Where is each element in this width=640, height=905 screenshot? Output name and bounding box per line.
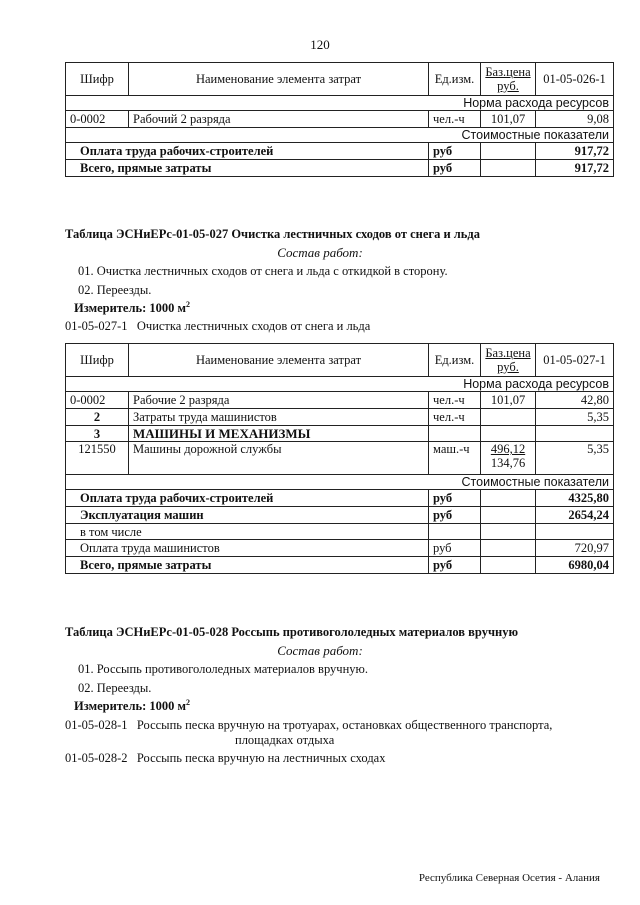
section-title: Таблица ЭСНиЕРс-01-05-027 Очистка лестничных сходов от снега и льда [65, 227, 480, 241]
cost-unit: руб [429, 540, 481, 557]
cost-value: 917,72 [536, 160, 614, 177]
row-code: 3 [66, 426, 129, 442]
row-value: 9,08 [536, 111, 614, 128]
cost-value: 2654,24 [536, 507, 614, 524]
row-price: 101,07 [481, 392, 536, 409]
row-unit [429, 426, 481, 442]
header-code: Шифр [66, 344, 129, 377]
row-value [536, 426, 614, 442]
table-row [66, 392, 614, 409]
cost-value [536, 524, 614, 540]
row-code: 0-0002 [66, 111, 129, 128]
cost-unit: руб [429, 507, 481, 524]
cost-name: Оплата труда рабочих-строителей [66, 490, 429, 507]
cost-row [66, 490, 614, 507]
row-value: 5,35 [536, 442, 614, 475]
cost-row [66, 540, 614, 557]
row-value: 5,35 [536, 409, 614, 426]
cost-value: 917,72 [536, 143, 614, 160]
header-unit: Ед.изм. [429, 63, 481, 96]
cost-name: Оплата труда рабочих-строителей [66, 143, 429, 160]
cost-value: 720,97 [536, 540, 614, 557]
cost-row [66, 557, 614, 574]
norm-table-026 [65, 62, 614, 177]
work-item: 02. Переезды. [78, 283, 152, 297]
work-heading: Состав работ: [277, 643, 363, 658]
header-norm-code: 01-05-026-1 [536, 63, 614, 96]
row-name: Рабочий 2 разряда [129, 111, 429, 128]
row-unit: маш.-ч [429, 442, 481, 475]
row-value: 42,80 [536, 392, 614, 409]
cost-name: Оплата труда машинистов [66, 540, 429, 557]
norm-line: 01-05-028-1 Россыпь песка вручную на тротуарах, остановках общественного транспорта, [65, 718, 553, 732]
row-code: 2 [66, 409, 129, 426]
cost-name: Эксплуатация машин [66, 507, 429, 524]
row-name: Рабочие 2 разряда [129, 392, 429, 409]
page-number: 120 [310, 37, 330, 52]
header-price: Баз.цена руб. [481, 63, 536, 96]
resources-bar: Норма расхода ресурсов [66, 377, 614, 392]
row-unit: чел.-ч [429, 392, 481, 409]
norm-line: 01-05-028-2 Россыпь песка вручную на лестничных сходах [65, 751, 386, 765]
norm-table-027 [65, 343, 614, 574]
norm-line-continuation: площадках отдыха [235, 733, 335, 747]
cost-value: 6980,04 [536, 557, 614, 574]
cost-unit: руб [429, 557, 481, 574]
header-name: Наименование элемента затрат [129, 63, 429, 96]
costs-bar: Стоимостные показатели [66, 128, 614, 143]
work-item: 02. Переезды. [78, 681, 152, 695]
header-name: Наименование элемента затрат [129, 344, 429, 377]
work-heading: Состав работ: [277, 245, 363, 260]
measure: Измеритель: 1000 $м^2$ [74, 698, 191, 714]
cost-unit: руб [429, 143, 481, 160]
cost-row [66, 524, 614, 540]
row-price: 101,07 [481, 111, 536, 128]
header-unit: Ед.изм. [429, 344, 481, 377]
costs-bar: Стоимостные показатели [66, 475, 614, 490]
header-price: Баз.цена руб. [481, 344, 536, 377]
cost-unit: руб [429, 490, 481, 507]
cost-unit [429, 524, 481, 540]
header-code: Шифр [66, 63, 129, 96]
row-name: МАШИНЫ И МЕХАНИЗМЫ [129, 426, 429, 442]
work-item: 01. Россыпь противогололедных материалов вручную. [78, 662, 368, 676]
table-row [66, 409, 614, 426]
table-row [66, 442, 614, 475]
cost-row [66, 143, 614, 160]
row-price [481, 409, 536, 426]
table-row [66, 426, 614, 442]
cost-value: 4325,80 [536, 490, 614, 507]
row-code: 121550 [66, 442, 129, 475]
cost-name: Всего, прямые затраты [66, 160, 429, 177]
cost-row [66, 507, 614, 524]
row-price: 496,12 134,76 [481, 442, 536, 475]
row-unit: чел.-ч [429, 409, 481, 426]
cost-name: в том числе [66, 524, 429, 540]
norm-line: 01-05-027-1 Очистка лестничных сходов от снега и льда [65, 319, 371, 333]
row-name: Машины дорожной службы [129, 442, 429, 475]
work-item: 01. Очистка лестничных сходов от снега и льда с откидкой в сторону. [78, 264, 448, 278]
row-unit: чел.-ч [429, 111, 481, 128]
table-row [66, 111, 614, 128]
cost-unit: руб [429, 160, 481, 177]
section-title: Таблица ЭСНиЕРс-01-05-028 Россыпь противогололедных материалов вручную [65, 625, 519, 639]
row-code: 0-0002 [66, 392, 129, 409]
cost-row [66, 160, 614, 177]
row-name: Затраты труда машинистов [129, 409, 429, 426]
footer: Республика Северная Осетия - Алания [418, 872, 600, 884]
cost-name: Всего, прямые затраты [66, 557, 429, 574]
resources-bar: Норма расхода ресурсов [66, 96, 614, 111]
measure: Измеритель: 1000 $м^2$ [74, 300, 191, 316]
row-price [481, 426, 536, 442]
header-norm-code: 01-05-027-1 [536, 344, 614, 377]
